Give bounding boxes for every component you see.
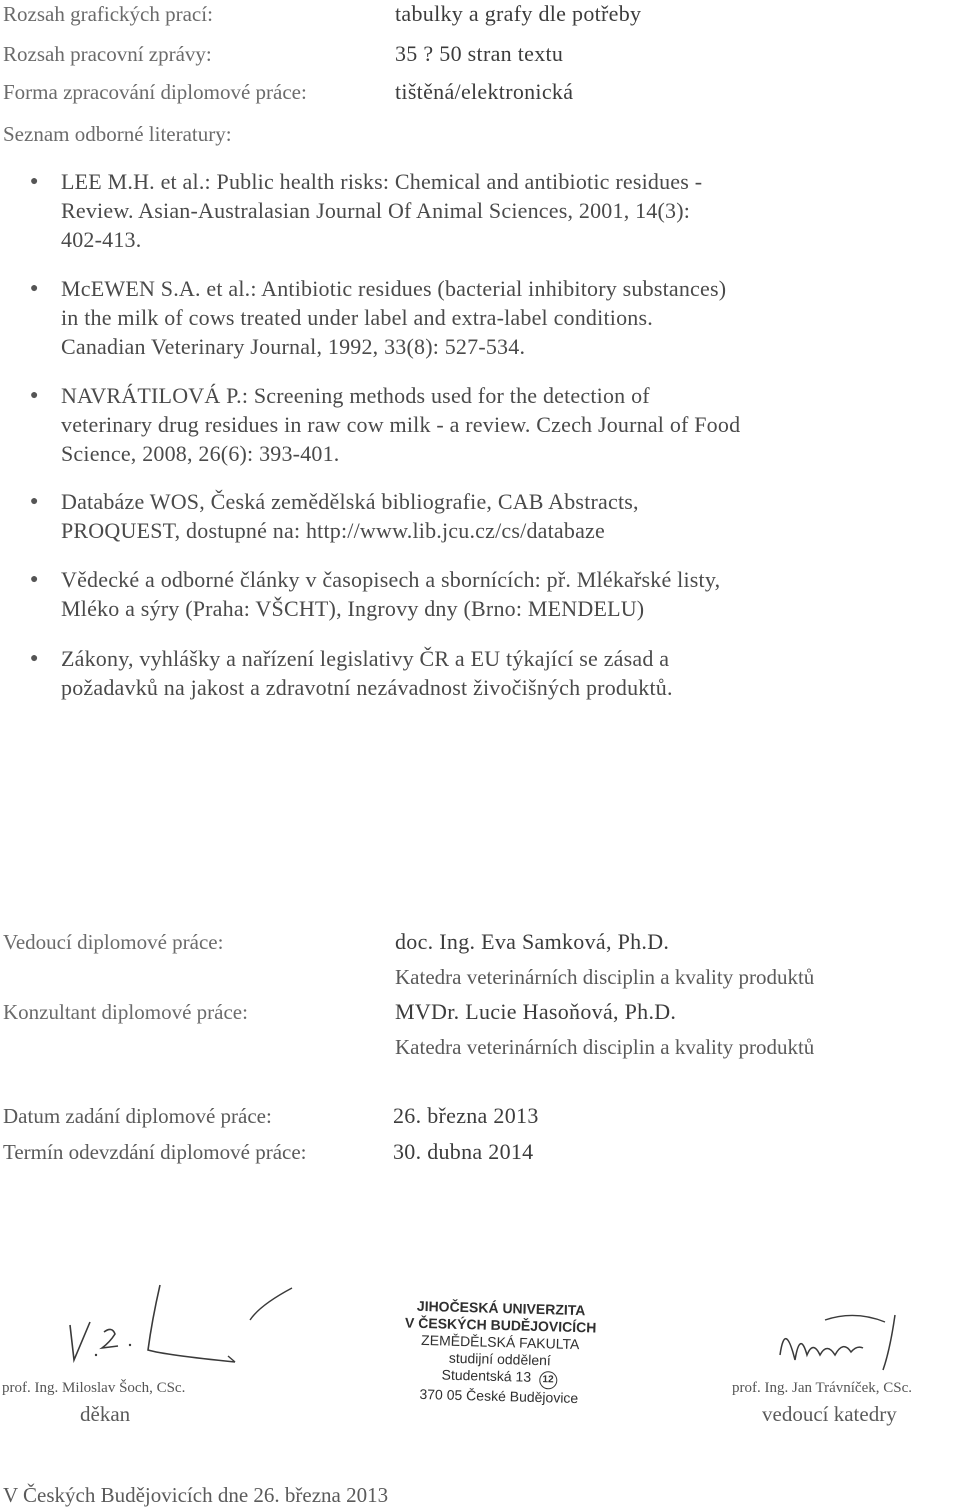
reference-line: Review. Asian-Australasian Journal Of Animal Sciences, 2001, 14(3):	[61, 198, 691, 223]
literature-label: Seznam odborné literatury:	[3, 122, 232, 146]
supervisor-name: doc. Ing. Eva Samková, Ph.D.	[395, 929, 670, 954]
reference-line: in the milk of cows treated under label and extra-label conditions.	[61, 305, 653, 330]
supervisor-label: Vedoucí diplomové práce:	[3, 930, 224, 954]
head-role: vedoucí katedry	[762, 1402, 897, 1426]
stamp-line: V ČESKÝCH BUDĚJOVICÍCH	[404, 1314, 597, 1336]
bullet-icon: ●	[30, 174, 39, 189]
bullet-icon: ●	[30, 651, 39, 666]
dean-signature	[60, 1280, 320, 1380]
graphics-scope-value: tabulky a grafy dle potřeby	[395, 1, 642, 26]
reference-line: PROQUEST, dostupné na: http://www.lib.jcu.cz/cs/databaze	[61, 518, 605, 543]
reference-item	[30, 381, 960, 468]
submission-date-value: 30. dubna 2014	[393, 1139, 534, 1164]
reference-line: Vědecké a odborné články v časopisech a sbornících: př. Mlékařské listy,	[61, 567, 721, 592]
head-name: prof. Ing. Jan Trávníček, CSc.	[732, 1380, 912, 1396]
report-scope-label: Rozsah pracovní zprávy:	[3, 42, 212, 66]
report-scope-value: 35 ? 50 stran textu	[395, 41, 564, 66]
reference-line: NAVRÁTILOVÁ P.: Screening methods used for the detection of	[61, 383, 650, 408]
consultant-name: MVDr. Lucie Hasoňová, Ph.D.	[395, 999, 677, 1024]
reference-line: LEE M.H. et al.: Public health risks: Chemical and antibiotic residues -	[61, 169, 703, 194]
reference-line: Zákony, vyhlášky a nařízení legislativy ČR a EU týkající se zásad a	[61, 646, 670, 671]
submission-date-label: Termín odevzdání diplomové práce:	[3, 1140, 307, 1164]
reference-line: Databáze WOS, Česká zemědělská bibliografie, CAB Abstracts,	[61, 489, 639, 514]
bullet-icon: ●	[30, 281, 39, 296]
dean-role: děkan	[80, 1402, 131, 1426]
reference-line: veterinary drug residues in raw cow milk - a review. Czech Journal of Food	[61, 412, 741, 437]
thesis-form-value: tištěná/elektronická	[395, 79, 574, 104]
assignment-date-label: Datum zadání diplomové práce:	[3, 1104, 272, 1128]
faculty-stamp	[379, 1297, 622, 1408]
stamp-number: 12	[539, 1371, 557, 1389]
reference-line: Science, 2008, 26(6): 393-401.	[61, 441, 340, 466]
consultant-department: Katedra veterinárních disciplin a kvality produktů	[395, 1035, 815, 1059]
dean-name: prof. Ing. Miloslav Šoch, CSc.	[2, 1380, 186, 1396]
stamp-line: Studentská 13	[441, 1366, 532, 1385]
reference-item	[30, 167, 960, 254]
reference-line: Canadian Veterinary Journal, 1992, 33(8): 527-534.	[61, 334, 526, 359]
stamp-line: 370 05 České Budějovice	[419, 1385, 579, 1407]
thesis-form-label: Forma zpracování diplomové práce:	[3, 80, 307, 104]
supervisor-department: Katedra veterinárních disciplin a kvality produktů	[395, 965, 815, 989]
graphics-scope-label: Rozsah grafických prací:	[3, 2, 213, 26]
reference-line: požadavků na jakost a zdravotní nezávadnost živočišných produktů.	[61, 675, 673, 700]
bullet-icon: ●	[30, 572, 39, 587]
bullet-icon: ●	[30, 388, 39, 403]
consultant-label: Konzultant diplomové práce:	[3, 1000, 248, 1024]
stamp-line: JIHOČESKÁ UNIVERZITA	[416, 1297, 586, 1319]
reference-item	[30, 644, 960, 702]
reference-line: 402-413.	[61, 227, 142, 252]
reference-line: McEWEN S.A. et al.: Antibiotic residues (bacterial inhibitory substances)	[61, 276, 727, 301]
reference-item	[30, 565, 960, 623]
reference-line: Mléko a sýry (Praha: VŠCHT), Ingrovy dny (Brno: MENDELU)	[61, 596, 645, 621]
reference-item	[30, 487, 960, 545]
stamp-line: ZEMĚDĚLSKÁ FAKULTA	[420, 1331, 580, 1353]
reference-item	[30, 274, 960, 361]
stamp-line: studijní oddělení	[448, 1349, 552, 1369]
assignment-date-value: 26. března 2013	[393, 1103, 539, 1128]
place-and-date: V Českých Budějovicích dne 26. března 2013	[3, 1483, 389, 1507]
head-signature	[765, 1300, 925, 1380]
bullet-icon: ●	[30, 494, 39, 509]
